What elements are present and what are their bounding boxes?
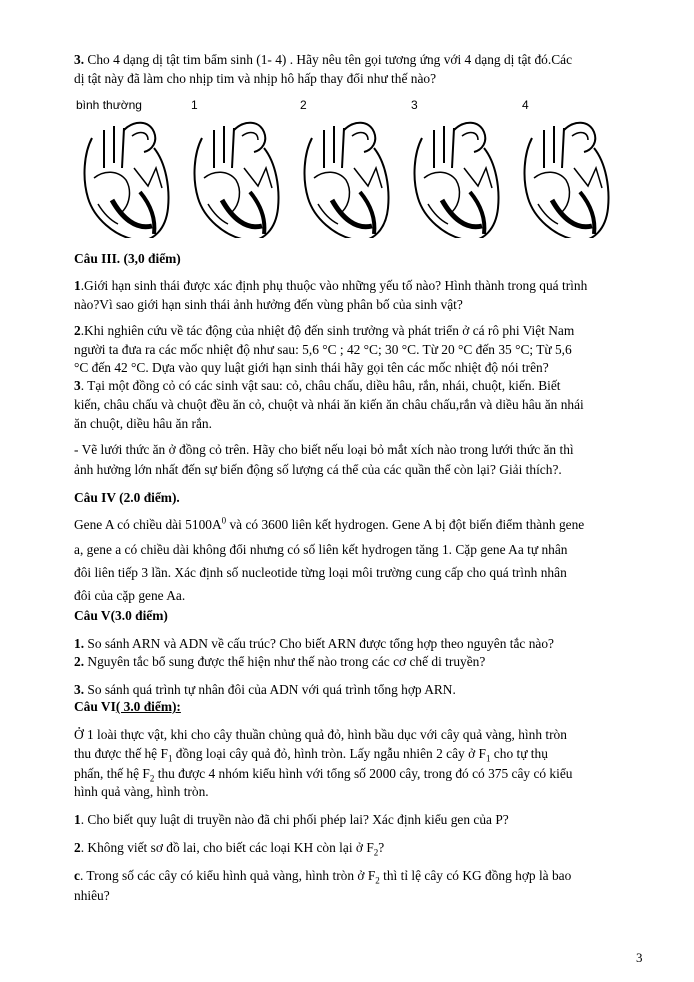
cau6-l2b: đồng loại cây quả đỏ, hình tròn. Lấy ngẫu nhiên 2 cây ở F xyxy=(172,746,486,761)
cau6-qc-l1a: . Trong số các cây có kiểu hình quả vàng, hình tròn ở F xyxy=(79,868,376,883)
cau3-p4-l1: - Vẽ lưới thức ăn ở đồng cỏ trên. Hãy cho biết nếu loại bỏ mắt xích nào trong lưới thức ăn thì xyxy=(74,442,574,457)
cau5-i1-text: So sánh ARN và ADN về cấu trúc? Cho biết ARN được tổng hợp theo nguyên tắc nào? xyxy=(84,636,554,651)
heart-label-3: 3 xyxy=(411,98,418,112)
q3-number: 3. xyxy=(74,52,85,67)
cau5-i1-num: 1. xyxy=(74,636,85,651)
cau6-q2 xyxy=(74,838,648,857)
heart-label-2: 2 xyxy=(300,98,307,112)
cau6-l3 xyxy=(74,764,648,783)
cau4-l2: a, gene a có chiều dài không đổi nhưng có số liên kết hydrogen tăng 1. Cặp gene Aa tự nhân xyxy=(74,542,568,557)
cau3-p3-num: 3 xyxy=(74,378,81,393)
cau5-i2-text: Nguyên tắc bổ sung được thể hiện như thế nào trong các cơ chế di truyền? xyxy=(84,654,486,669)
heart-diagrams xyxy=(74,98,614,238)
cau3-p4-l2: ảnh hưởng lớn nhất đến sự biến động số lượng cá thể của các quần thể còn lại? Giải thích?. xyxy=(74,462,562,477)
cau3-p3-l3: ăn chuột, diều hâu ăn rắn. xyxy=(74,416,212,431)
cau3-p1-text: .Giới hạn sinh thái được xác định phụ thuộc vào những yếu tố nào? Hình thành trong quá trình xyxy=(80,278,588,293)
cau4-title xyxy=(74,488,648,507)
cau6-title-a: Câu VI xyxy=(74,699,116,714)
cau6-l2s2: 1 xyxy=(485,753,491,764)
heart-defects-figure xyxy=(74,98,614,238)
cau5-i2-num: 2. xyxy=(74,654,85,669)
cau3-p2-text: .Khi nghiên cứu về tác động của nhiệt độ đến sinh trưởng và phát triển ở cá rô phi Việt Nam xyxy=(80,323,575,338)
q3-line-1 xyxy=(74,50,648,69)
cau6-title xyxy=(74,697,648,716)
cau4-l1b: và có 3600 liên kết hydrogen. Gene A bị đột biến điểm thành gene xyxy=(226,517,585,532)
cau6-qc-l1s: 2 xyxy=(375,875,380,886)
cau6-l2s1: 1 xyxy=(167,753,173,764)
cau6-l4: hình quả vàng, hình tròn. xyxy=(74,784,209,799)
cau3-p3-text: . Tại một đồng cỏ có các sinh vật sau: cỏ, châu chấu, diều hâu, rắn, nhái, chuột, kiến. Biết xyxy=(80,378,561,393)
cau6-l3s: 2 xyxy=(149,773,155,784)
cau4-sup: 0 xyxy=(221,515,227,526)
cau5-i2 xyxy=(74,652,648,671)
cau6-q2s: 2 xyxy=(373,847,379,858)
heart-2 xyxy=(305,123,389,238)
cau3-title xyxy=(74,249,648,268)
cau6-q2a: . Không viết sơ đồ lai, cho biết các loại KH còn lại ở F xyxy=(80,840,374,855)
cau3-p2-l2: người ta đưa ra các mốc nhiệt độ như sau: 5,6 °C ; 42 °C; 30 °C. Từ 20 °C đến 35 °C; Từ 5,6 xyxy=(74,342,572,357)
cau6-l2c: cho tự thụ xyxy=(490,746,548,761)
cau6-l1: Ở 1 loài thực vật, khi cho cây thuần chủng quả đỏ, hình bầu dục với cây quả vàng, hình tròn xyxy=(74,727,567,742)
cau3-p1-l2: nào?Vì sao giới hạn sinh thái ảnh hưởng đến vùng phân bố của sinh vật? xyxy=(74,297,463,312)
cau6-l2 xyxy=(74,744,648,763)
cau6-l3a: phấn, thế hệ F xyxy=(74,766,150,781)
cau6-l2a: thu được thế hệ F xyxy=(74,746,168,761)
cau6-qc-l1 xyxy=(74,866,648,885)
cau6-q1-text: . Cho biết quy luật di truyền nào đã chi phối phép lai? Xác định kiểu gen của P? xyxy=(80,812,509,827)
cau6-qc-num: c xyxy=(74,868,80,883)
cau3-p3-l1 xyxy=(74,376,648,395)
q3-text-1: Cho 4 dạng dị tật tim bẩm sinh (1- 4) . Hãy nêu tên gọi tương ứng với 4 dạng dị tật đó.Các xyxy=(84,52,573,67)
cau3-title-text: Câu III. (3,0 điểm) xyxy=(74,251,181,266)
page-number: 3 xyxy=(636,950,643,965)
cau6-qc-l2: nhiêu? xyxy=(74,888,110,903)
cau4-title-text: Câu IV (2.0 điểm). xyxy=(74,490,180,505)
heart-label-normal: bình thường xyxy=(76,98,142,112)
cau5-i1 xyxy=(74,634,648,653)
cau6-qc-l1b: thì tỉ lệ cây có KG đồng hợp là bao xyxy=(379,868,572,883)
cau6-q2-num: 2 xyxy=(74,840,81,855)
cau4-l3: đôi liên tiếp 3 lần. Xác định số nucleotide từng loại môi trường cung cấp cho quá trình nhân xyxy=(74,565,567,580)
heart-normal xyxy=(85,123,169,238)
cau3-p2-num: 2 xyxy=(74,323,81,338)
cau5-title-text: Câu V(3.0 điểm) xyxy=(74,608,168,623)
heart-label-1: 1 xyxy=(191,98,198,112)
cau3-p2-l1 xyxy=(74,321,648,340)
cau5-i3-text: So sánh quá trình tự nhân đôi của ADN với quá trình tổng hợp ARN. xyxy=(84,682,456,697)
heart-3 xyxy=(415,123,499,238)
cau6-q2b: ? xyxy=(378,840,385,855)
cau6-q1-num: 1 xyxy=(74,812,81,827)
heart-label-4: 4 xyxy=(522,98,529,112)
heart-4 xyxy=(525,123,609,238)
cau5-i3-num: 3. xyxy=(74,682,85,697)
q3-line-2: dị tật này đã làm cho nhịp tim và nhịp hô hấp thay đổi như thế nào? xyxy=(74,71,437,86)
cau6-title-b: ( 3.0 điểm): xyxy=(115,699,181,714)
cau4-l4: đôi của cặp gene Aa. xyxy=(74,588,186,603)
cau5-title xyxy=(74,606,648,625)
cau3-p1-num: 1 xyxy=(74,278,81,293)
cau3-p1-l1 xyxy=(74,276,648,295)
cau6-q1 xyxy=(74,810,648,829)
cau6-l3b: thu được 4 nhóm kiểu hình với tổng số 2000 cây, trong đó có 375 cây có kiểu xyxy=(154,766,573,781)
heart-1 xyxy=(195,123,279,238)
cau3-p3-l2: kiến, châu chấu và chuột đều ăn cỏ, chuột và nhái ăn kiến ăn châu chấu,rắn và diều hâu ăn nhái xyxy=(74,397,584,412)
cau4-l1 xyxy=(74,515,648,534)
cau3-p2-l3: °C đến 42 °C. Dựa vào quy luật giới hạn sinh thái hãy gọi tên các mốc nhiệt độ nói trên? xyxy=(74,360,549,375)
cau4-l1a: Gene A có chiều dài 5100A xyxy=(74,517,222,532)
